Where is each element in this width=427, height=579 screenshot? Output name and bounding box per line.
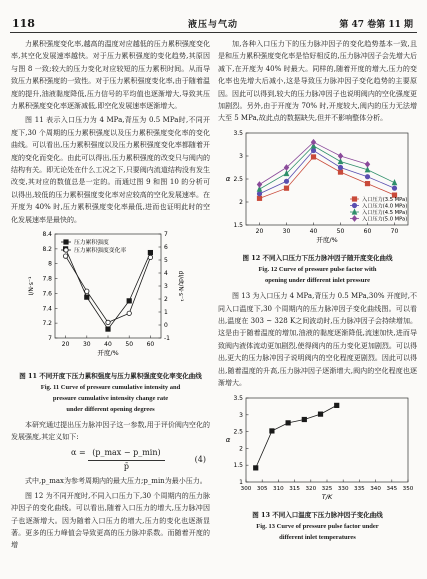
fig11-xtick-label: 60 (146, 341, 155, 349)
fig13-ytick-label: 1.5 (233, 461, 243, 469)
fig13-data-point (270, 428, 274, 432)
fig11-data-point (148, 250, 152, 254)
fig11-xtick-label: 50 (125, 341, 134, 349)
fig13-xtick-label: 350 (402, 485, 414, 492)
fig12-series-line (260, 146, 395, 189)
figure-11-caption-en-2: pressure cumulative intensity change rate (52, 394, 169, 402)
fig11-data-point (63, 254, 67, 258)
fig11-xtick-label: 40 (104, 341, 112, 349)
fig13-xtick-label: 345 (386, 485, 398, 492)
equation-4 (11, 445, 210, 475)
fig11-data-point (85, 295, 89, 299)
figure-13-caption (218, 510, 417, 543)
fig11-ytick-label: 7 (48, 335, 52, 343)
figure-11-caption-en-1: Fig. 11 Curve of pressure cumulative intensity and (40, 383, 181, 391)
fig13-xtick-label: 300 (240, 485, 252, 492)
fig11-ytick-label: 7.6 (42, 290, 52, 298)
figure-11-chart (11, 228, 210, 364)
equation-body (71, 447, 165, 473)
fig13-xtick-label: 325 (321, 485, 333, 492)
equation-denominator: p̄ (123, 461, 129, 471)
fig11-y2tick-label: 3 (164, 283, 168, 291)
fig13-data-point (302, 417, 306, 421)
fig11-data-point (148, 255, 152, 259)
fig11-y2tick-label: -1 (164, 335, 170, 343)
figure-13-caption-zh: 图 13 不同入口温度下压力脉冲因子变化曲线 (252, 510, 383, 519)
left-paragraph-1: 力累积强度变化率,越高的温度对应越低的压力累积强度变化率,其空化发展速率越快。对于压力累积强度的变化趋势,其原因与图 8 一致;较大的压力变化对应较短的压力累积时间。从而导致压力累积强度的一致性。对于压力累积强度变化率,由于随着温度的提升,油液黏度降低,压力信号的平均值也逐渐增大,导致其压力累积强度变化率逐渐减低,即空化发展速率逐渐增大。 (11, 40, 210, 111)
fig12-xtick-label: 40 (309, 227, 318, 235)
fig11-legend-label: 压力累积强度 (74, 240, 109, 247)
fig13-xlabel: T/K (321, 492, 333, 501)
fig11-xlabel: 开度/% (97, 349, 119, 358)
fig13-ytick-label: 3 (239, 411, 243, 419)
fig13-data-point (254, 465, 258, 469)
page-number: 118 (12, 17, 35, 30)
left-paragraph-5: 图 12 为不同开度时,不同入口压力下,30 个周期内的压力脉冲因子的变化曲线。可以看出,随着入口压力的增大,压力脉冲因子也逐渐增大。因为随着入口压力的增大,压力的变化也逐渐显著。更多的压力峰值会导致更高的压力脉冲系数。而随着开度的增 (11, 491, 210, 550)
fig13-data-point (286, 420, 290, 424)
fig12-ylabel: α (225, 174, 231, 183)
fig11-series-line (66, 256, 151, 322)
figure-11 (11, 228, 210, 414)
fig11-series-line (66, 249, 151, 329)
fig11-data-point (127, 311, 131, 315)
fig11-ytick-label: 8.4 (42, 231, 52, 239)
fig11-ytick-label: 7.4 (42, 305, 52, 313)
fig13-xtick-label: 340 (370, 485, 381, 492)
fig12-ytick-label: 1.5 (233, 221, 243, 229)
figure-13-caption-en-2: different inlet temperatures (279, 533, 356, 541)
fig12-xtick-label: 20 (255, 227, 264, 235)
fig12-data-point (284, 179, 288, 183)
equation-fraction (88, 447, 164, 473)
fig11-y2tick-label: 7 (164, 231, 168, 239)
fig11-xtick-label: 30 (82, 341, 91, 349)
fig12-data-point (338, 153, 342, 158)
figure-12-caption-zh: 图 12 不同入口压力下压力脉冲因子随开度变化曲线 (242, 254, 393, 263)
fig12-data-point (365, 174, 369, 178)
left-column (11, 38, 210, 554)
figure-12-chart (218, 127, 417, 247)
fig12-ytick-label: 2 (239, 198, 243, 206)
fig12-xtick-label: 30 (282, 227, 291, 235)
fig11-y2tick-label: 0 (164, 322, 168, 330)
fig13-xtick-label: 320 (305, 485, 317, 492)
right-column (218, 38, 417, 547)
fig11-xtick-label: 20 (61, 341, 70, 349)
equation-numerator: (p_max − p_min) (88, 447, 164, 460)
figure-12 (218, 127, 417, 286)
fig11-ytick-label: 7.8 (42, 275, 52, 283)
figure-12-caption-en-2: opening under different inlet pressure (265, 277, 370, 285)
fig11-y2tick-label: 5 (164, 257, 168, 265)
fig12-xlabel: 开度/% (316, 235, 338, 244)
fig11-y2tick-label: 1 (164, 309, 168, 317)
fig13-data-point (318, 411, 322, 415)
fig11-y2tick-label: 4 (164, 270, 168, 278)
fig11-data-point (106, 327, 110, 331)
fig12-legend-label: 入口压力(4.0 MPa) (362, 203, 408, 210)
fig12-data-point (365, 181, 369, 185)
fig11-legend-label: 压力累积强度变化率 (74, 248, 127, 255)
figure-11-caption (11, 371, 210, 415)
fig13-ytick-label: 2.5 (233, 428, 243, 436)
fig12-legend-marker (352, 197, 356, 201)
fig12-data-point (311, 148, 315, 152)
left-paragraph-4: 式中,p_max为参考周期内的最大压力;p_min为最小压力。 (25, 477, 207, 486)
left-paragraph-3: 本研究通过提出压力脉冲因子这一参数,用于评价阀内空化的发展强度,其定义如下: (11, 420, 210, 441)
issue-info: 第 47 卷第 11 期 (339, 20, 413, 30)
fig12-data-point (284, 186, 288, 190)
fig13-ytick-label: 3.5 (233, 394, 243, 402)
journal-title: 液压与气动 (188, 20, 239, 30)
fig13-xtick-label: 305 (256, 485, 268, 492)
fig13-ylabel: α (225, 435, 231, 444)
fig12-ytick-label: 3.5 (233, 129, 243, 137)
fig11-ylabel: I/N·s⁻¹ (28, 276, 35, 296)
right-paragraph-2: 图 13 为入口压力 4 MPa,背压力 0.5 MPa,30% 开度时,不同入口温度下,30 个周期内的压力脉冲因子变化曲线图。可以看出,温度在 303 ~ 328 K之间波动时,压力脉冲因子会持续增加。这是由于随着温度的增加,油液的黏度逐渐降低,流速加快,进而导致阀内液体流动更加剧烈,使得阀内的压力变化更加剧烈。可以得出,更大的压力脉冲因子说明阀内的空化程度更剧烈。因此可以得出,随着温度的升高,压力脉冲因子逐渐增大,阀内的空化程度也逐渐增大。 (218, 292, 417, 388)
fig12-xtick-label: 70 (390, 227, 399, 235)
fig12-data-point (257, 182, 261, 187)
fig13-xtick-label: 310 (273, 485, 284, 492)
fig12-data-point (392, 180, 396, 185)
fig12-legend-label: 入口压力(4.5 MPa) (362, 209, 408, 216)
fig11-ytick-label: 8.2 (42, 245, 52, 253)
equation-lhs: α = (71, 448, 86, 458)
fig12-ytick-label: 3 (239, 152, 243, 160)
fig12-data-point (338, 170, 342, 174)
fig11-ytick-label: 8 (48, 260, 52, 268)
left-paragraph-2: 图 11 表示入口压力为 4 MPa,背压为 0.5 MPa时,不同开度下,30 个周期的压力累积强度以及压力累积强度变化率的变化曲线。可以看出,压力累积强度以及压力累积强度变化率都随着开度的变化而变化。由此可以得出,压力累积强度的改变只与阀内的结构有关。即无论处在什么工况之下,只要阀内流道结构没有发生改变,其对应的数值总是一定的。而通过图 9 和图 10 的分析可以得出,较低的压力累积强度变化率对应较高的空化发展速率。在开度为 40% 时,压力累积强度变化率最低,进而也证明此时的空化发展速率是最快的。 (11, 116, 210, 224)
fig12-data-point (257, 191, 261, 195)
fig13-xtick-label: 335 (354, 485, 365, 492)
fig12-legend-marker (352, 216, 356, 221)
fig12-legend-marker (352, 203, 356, 207)
fig11-data-point (127, 299, 131, 303)
fig11-ytick-label: 7.2 (42, 320, 52, 328)
fig11-data-point (106, 320, 110, 324)
fig11-y2label: dI/dt/N·s⁻¹ (177, 270, 184, 302)
fig11-y2tick-label: 6 (164, 244, 168, 252)
fig12-ytick-label: 2.5 (233, 175, 243, 183)
fig12-xtick-label: 50 (336, 227, 345, 235)
fig12-data-point (392, 186, 396, 190)
fig12-data-point (311, 155, 315, 159)
fig12-data-point (365, 161, 369, 166)
fig11-legend-marker (64, 240, 68, 244)
fig12-data-point (338, 165, 342, 169)
page-header (0, 0, 427, 40)
fig11-data-point (85, 289, 89, 293)
figure-11-caption-zh: 图 11 不同开度下压力累积强度与压力累积强度变化率变化曲线 (19, 371, 202, 380)
figure-11-caption-en-3: under different opening degrees (66, 405, 155, 413)
fig13-ytick-label: 1 (239, 478, 243, 486)
figure-12-caption-en-1: Fig. 12 Curve of pressure pulse factor with (258, 266, 377, 274)
fig13-ytick-label: 2 (239, 444, 243, 452)
fig12-xtick-label: 60 (363, 227, 372, 235)
fig13-data-point (335, 403, 339, 407)
fig13-xtick-label: 330 (337, 485, 349, 492)
fig11-y2tick-label: 2 (164, 296, 168, 304)
fig13-series-line (256, 405, 337, 467)
figure-13 (218, 392, 417, 543)
figure-13-caption-en-1: Fig. 13 Curve of pressure pulse factor under (256, 522, 379, 530)
fig12-legend-label: 入口压力(5.0 MPa) (362, 216, 408, 223)
equation-tag: (4) (194, 455, 206, 465)
fig12-data-point (257, 196, 261, 200)
figure-12-caption (218, 253, 417, 286)
fig13-xtick-label: 315 (289, 485, 300, 492)
header-rule (10, 32, 417, 33)
right-paragraph-1: 加,各种入口压力下的压力脉冲因子的变化趋势基本一致,且是和压力累积强度变化率是恰好相反的,压力脉冲因子会先增大后减下,在开度为 40% 时最大。同样的,随着开度的增大,压力的变化率也先增大后减小,这是导致压力脉冲因子变化趋势的主要原因。因此可以得到,较大的压力脉冲因子也说明阀内的空化强度更加剧烈。另外,由于开度为 70% 时,开度较大,阀内的压力无法增大至 5 MPa,故此点的数据缺失,但并不影响整体分析。 (218, 40, 417, 123)
fig11-legend-marker (64, 248, 68, 252)
figure-13-chart (218, 392, 417, 504)
fig12-legend-label: 入口压力(3.5 MPa) (362, 196, 408, 203)
fig12-data-point (338, 159, 342, 164)
